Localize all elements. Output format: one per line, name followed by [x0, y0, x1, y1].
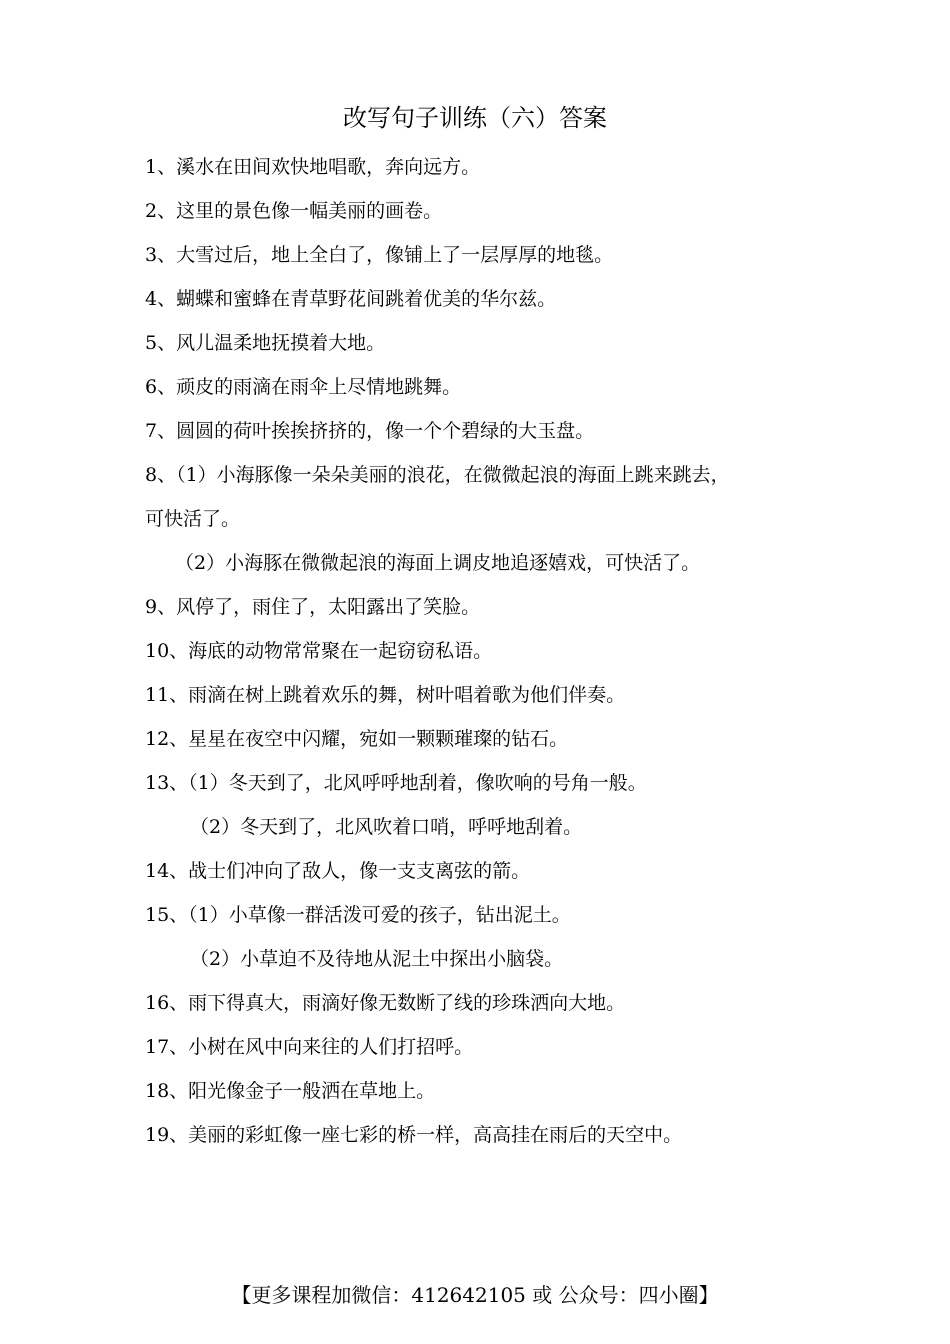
- answer-line-17: 17、小树在风中向来往的人们打招呼。: [145, 1036, 474, 1058]
- answer-line-13-part-1: 13、（1）冬天到了，北风呼呼地刮着，像吹响的号角一般。: [145, 772, 647, 794]
- answer-line-19: 19、美丽的彩虹像一座七彩的桥一样，高高挂在雨后的天空中。: [145, 1124, 683, 1146]
- answer-line-16: 16、雨下得真大，雨滴好像无数断了线的珍珠洒向大地。: [145, 992, 626, 1014]
- answer-line-8-continuation: 可快活了。: [145, 508, 241, 530]
- answer-list: [145, 145, 835, 1157]
- answer-line-11: 11、雨滴在树上跳着欢乐的舞，树叶唱着歌为他们伴奏。: [145, 684, 626, 706]
- answer-line-13-part-2: （2）冬天到了，北风吹着口哨，呼呼地刮着。: [190, 816, 583, 838]
- answer-line-4: 4、蝴蝶和蜜蜂在青草野花间跳着优美的华尔兹。: [145, 288, 557, 310]
- answer-line-10: 10、海底的动物常常聚在一起窃窃私语。: [145, 640, 493, 662]
- answer-line-15-part-2: （2）小草迫不及待地从泥土中探出小脑袋。: [190, 948, 564, 970]
- page-title: 改写句子训练（六）答案: [343, 104, 607, 132]
- answer-line-18: 18、阳光像金子一般洒在草地上。: [145, 1080, 436, 1102]
- answer-line-6: 6、顽皮的雨滴在雨伞上尽情地跳舞。: [145, 376, 462, 398]
- answer-line-8-part-1: 8、（1）小海豚像一朵朵美丽的浪花，在微微起浪的海面上跳来跳去，: [145, 464, 730, 486]
- answer-line-1: 1、溪水在田间欢快地唱歌，奔向远方。: [145, 156, 481, 178]
- answer-line-2: 2、这里的景色像一幅美丽的画卷。: [145, 200, 443, 222]
- answer-line-8-part-2: （2）小海豚在微微起浪的海面上调皮地追逐嬉戏，可快活了。: [175, 552, 701, 574]
- answer-line-14: 14、战士们冲向了敌人，像一支支离弦的箭。: [145, 860, 531, 882]
- answer-line-7: 7、圆圆的荷叶挨挨挤挤的，像一个个碧绿的大玉盘。: [145, 420, 595, 442]
- answer-line-15-part-1: 15、（1）小草像一群活泼可爱的孩子，钻出泥土。: [145, 904, 571, 926]
- answer-line-3: 3、大雪过后，地上全白了，像铺上了一层厚厚的地毯。: [145, 244, 614, 266]
- answer-line-5: 5、风儿温柔地抚摸着大地。: [145, 332, 386, 354]
- answer-line-12: 12、星星在夜空中闪耀，宛如一颗颗璀璨的钻石。: [145, 728, 569, 750]
- answer-line-9: 9、风停了，雨住了，太阳露出了笑脸。: [145, 596, 481, 618]
- footer-promo: 【更多课程加微信：412642105 或 公众号：四小圈】: [231, 1283, 719, 1307]
